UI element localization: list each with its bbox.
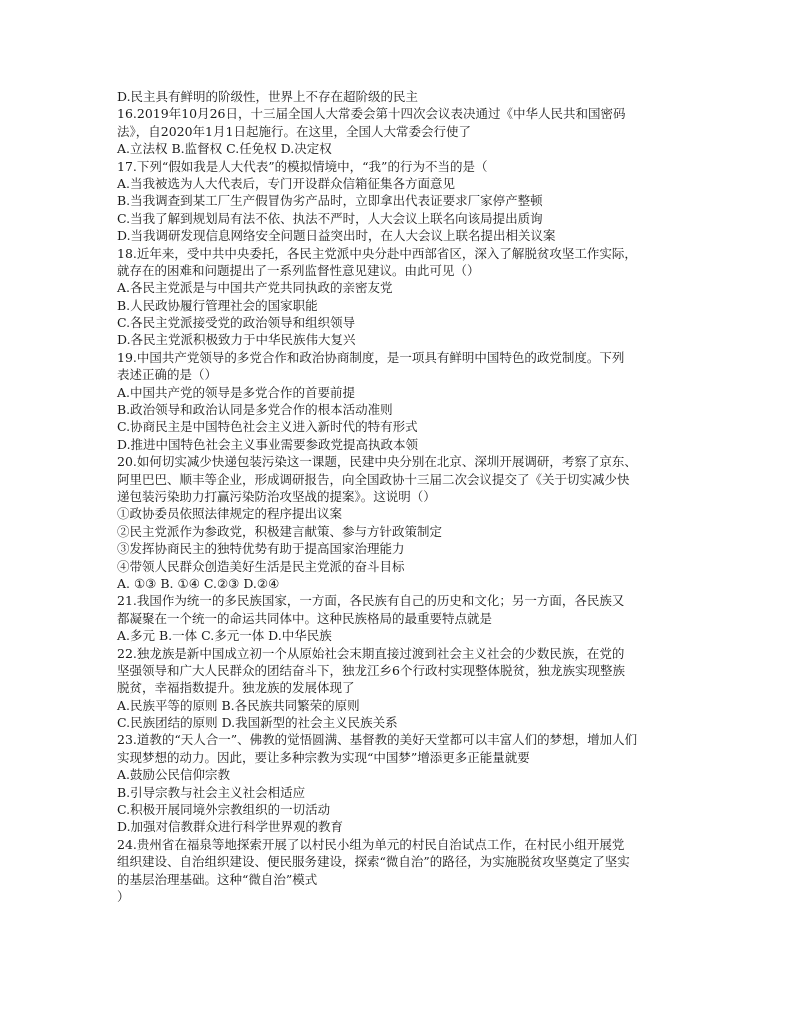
text-line: ） — [117, 888, 130, 904]
text-line: B.当我调查到某工厂生产假冒伪劣产品时，立即拿出代表证要求厂家停产整顿 — [117, 193, 543, 209]
text-line: 18.近年来，受中共中央委托，各民主党派中央分赴中西部省区，深入了解脱贫攻坚工作实际， — [117, 245, 637, 261]
text-line: 就存在的困难和问题提出了一系列监督性意见建议。由此可见（） — [117, 262, 480, 278]
text-line: A.中国共产党的领导是多党合作的首要前提 — [117, 384, 356, 400]
text-line: 16.2019年10月26日，十三届全国人大常委会第十四次会议表决通过《中华人民共和国密码 — [117, 106, 626, 122]
text-line: A.多元 B.一体 C.多元一体 D.中华民族 — [117, 628, 332, 644]
text-line: ③发挥协商民主的独特优势有助于提高国家治理能力 — [117, 541, 405, 557]
text-line: 阿里巴巴、顺丰等企业，形成调研报告，向全国政协十三届二次会议提交了《关于切实减少快 — [117, 471, 630, 487]
text-line: B.人民政协履行管理社会的国家职能 — [117, 297, 318, 313]
text-line: 17.下列“假如我是人大代表”的模拟情境中，“我”的行为不当的是（ — [117, 158, 488, 174]
text-line: C.各民主党派接受党的政治领导和组织领导 — [117, 315, 356, 331]
text-line: A.民族平等的原则 B.各民族共同繁荣的原则 — [117, 697, 360, 713]
text-line: 实现梦想的动力。因此，要让多种宗教为实现“中国梦”增添更多正能量就要 — [117, 749, 530, 765]
text-line: 24.贵州省在福泉等地探索开展了以村民小组为单元的村民自治试点工作，在村民小组开展党 — [117, 836, 625, 852]
text-line: 坚强领导和广大人民群众的团结奋斗下，独龙江乡6个行政村实现整体脱贫，独龙族实现整族 — [117, 662, 625, 678]
text-line: A. ①③ B. ①④ C.②③ D.②④ — [117, 575, 280, 591]
text-line: A.当我被选为人大代表后，专门开设群众信箱征集各方面意见 — [117, 175, 456, 191]
text-line: 的基层治理基础。这种“微自治”模式 — [117, 871, 318, 887]
text-line: C.民族团结的原则 D.我国新型的社会主义民族关系 — [117, 715, 398, 731]
text-line: A.立法权 B.监督权 C.任免权 D.决定权 — [117, 141, 332, 157]
text-line: 21.我国作为统一的多民族国家，一方面，各民族有自己的历史和文化；另一方面，各民族又 — [117, 593, 625, 609]
text-line: B.引导宗教与社会主义社会相适应 — [117, 784, 306, 800]
text-line: 表述正确的是（） — [117, 367, 218, 383]
text-line: A.各民主党派是与中国共产党共同执政的亲密友党 — [117, 280, 393, 296]
text-line: 19.中国共产党领导的多党合作和政治协商制度，是一项具有鲜明中国特色的政党制度。下列 — [117, 349, 625, 365]
text-line: 递包装污染助力打赢污染防治攻坚战的提案》。这说明（） — [117, 488, 436, 504]
text-line: 组织建设、自治组织建设、便民服务建设，探索“微自治”的路径，为实施脱贫攻坚奠定了坚实 — [117, 854, 630, 870]
text-line: D.民主具有鲜明的阶级性，世界上不存在超阶级的民主 — [117, 89, 419, 104]
text-line: C.协商民主是中国特色社会主义进入新时代的特有形式 — [117, 419, 418, 435]
text-line: D.当我调研发现信息网络安全问题日益突出时，在人大会议上联名提出相关议案 — [117, 228, 556, 244]
text-line: D.各民主党派积极致力于中华民族伟大复兴 — [117, 332, 356, 348]
text-line: 脱贫，幸福指数提升。独龙族的发展体现了 — [117, 680, 355, 696]
text-line: 20.如何切实减少快递包装污染这一课题，民建中央分别在北京、深圳开展调研，考察了京东、 — [117, 454, 637, 470]
text-line: 23.道教的“天人合一”、佛教的觉悟圆满、基督教的美好天堂都可以丰富人们的梦想，增加人们 — [117, 732, 638, 748]
text-line: ①政协委员依照法律规定的程序提出议案 — [117, 506, 343, 522]
text-line: D.推进中国特色社会主义事业需要参政党提高执政本领 — [117, 436, 419, 452]
text-line: 22.独龙族是新中国成立初一个从原始社会末期直接过渡到社会主义社会的少数民族，在党的 — [117, 645, 625, 661]
text-line: 都凝聚在一个统一的命运共同体中。这种民族格局的最重要特点就是 — [117, 610, 493, 626]
text-line: C.当我了解到规划局有法不依、执法不严时，人大会议上联名向该局提出质询 — [117, 210, 543, 226]
text-line: D.加强对信教群众进行科学世界观的教育 — [117, 819, 344, 835]
document-page — [117, 88, 687, 905]
text-line: B.政治领导和政治认同是多党合作的根本活动准则 — [117, 402, 393, 418]
text-line: A.鼓励公民信仰宗教 — [117, 767, 231, 783]
text-line: ②民主党派作为参政党，积极建言献策、参与方针政策制定 — [117, 523, 443, 539]
text-line: 法》，自2020年1月1日起施行。在这里，全国人大常委会行使了 — [117, 123, 471, 139]
text-line: C.积极开展同境外宗教组织的一切活动 — [117, 802, 331, 818]
text-line: ④带领人民群众创造美好生活是民主党派的奋斗目标 — [117, 558, 405, 574]
